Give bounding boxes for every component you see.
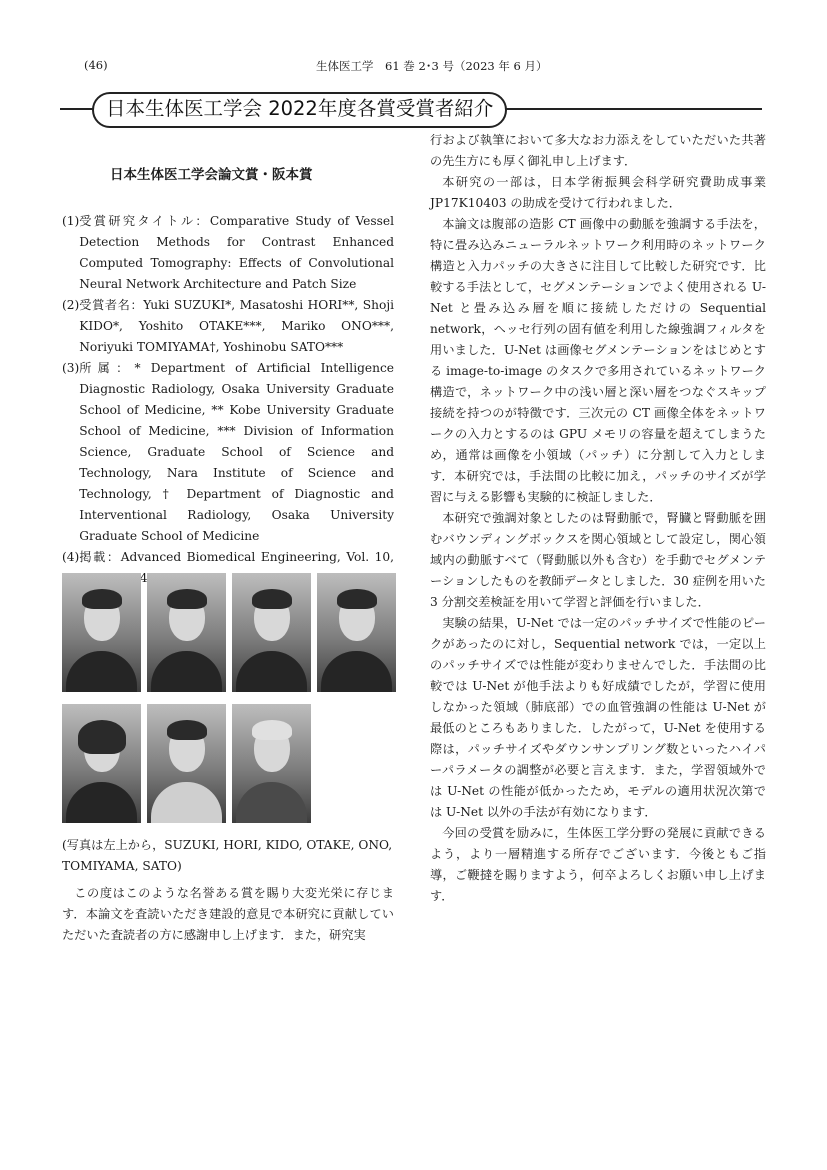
photo-otake: [317, 573, 396, 692]
body-paragraph: 本研究で強調対象としたのは腎動脈で，腎臓と腎動脈を囲むバウンディングボックスを関心領域として設定し，関心領域内の動脈すべて（腎動脈以外も含む）を手動でセグメンテーションしたものを教師データとしました．30 症例を用いた 3 分割交差検証を用いて学習と評価を行いました．: [430, 511, 766, 609]
body-paragraph: 実験の結果，U-Net では一定のパッチサイズで性能のピークがあったのに対し，Sequential network では，一定以上のパッチサイズでは性能が変わりませんでした．手法間の比較では U-Net が他手法よりも好成績でしたが，学習に使用しなかった領域（肺底部）での血管強調の性能は U-Net が最低のところもありました．したがって，U-Net を使用する際は，パッチサイズやダウンサンプリング数といったハイパーパラメータの調整が必要と言えます．また，学習領域外では U-Net の性能が低かったため，モデルの適用状況次第では U-Net 以外の手法が有効になります．: [430, 616, 766, 819]
body-paragraph: 本研究の一部は，日本学術振興会科学研究費助成事業 JP17K10403 の助成を受けて行われました．: [430, 175, 766, 210]
photo-suzuki: [62, 573, 141, 692]
left-body-text: [62, 883, 394, 946]
photo-ono: [62, 704, 141, 823]
photo-hori: [147, 573, 226, 692]
body-paragraph: 本論文は腹部の造影 CT 画像中の動脈を強調する手法を，特に畳み込みニューラルネットワーク利用時のネットワーク構造と入力パッチの大きさに注目して比較した研究です．比較する手法として，セグメンテーションでよく使用される U-Net と畳み込み層を順に接続しただけの Sequential network，ヘッセ行列の固有値を利用した線強調フィルタを用いました．U-Net は画像セグメンテーションをはじめとする image-to-image のタスクで多用されているネットワーク構造で，ネットワーク中の浅い層と深い層をつなぐスキップ接続を持つのが特徴です．三次元の CT 画像全体をネットワークの入力とするのは GPU メモリの容量を超えてしまうため，通常は画像を小領域（パッチ）に分割して入力とします．本研究では，手法間の比較に加え，パッチのサイズが学習に与える影響も実験的に検証しました．: [430, 217, 766, 504]
photo-sato: [232, 704, 311, 823]
section-banner: 日本生体医工学会 2022年度各賞受賞者紹介: [92, 92, 507, 128]
body-paragraph: この度はこのような名誉ある賞を賜り大変光栄に存じます．本論文を査読いただき建設的意見で本研究に貢献していただいた査読者の方に感謝申し上げます．また，研究実: [62, 886, 394, 942]
page-number: (46): [84, 58, 108, 72]
detail-item-publication: (4) 掲載：Advanced Biomedical Engineering, Vol. 10,: [62, 550, 394, 564]
detail-item-title: (1) 受賞研究タイトル：Comparative Study of Vessel Detection Methods for Contrast Enhanced Computed Tomography: Effects of Convolutional Neural Network Architecture and Patch Size: [62, 214, 394, 291]
recipient-photos: [62, 573, 396, 835]
body-paragraph: 今回の受賞を励みに，生体医工学分野の発展に貢献できるよう，より一層精進する所存でございます．今後ともご指導，ご鞭撻を賜りますよう，何卒よろしくお願い申し上げます．: [430, 826, 766, 903]
photo-caption: (写真は左上から，SUZUKI, HORI, KIDO, OTAKE, ONO, TOMIYAMA, SATO): [62, 838, 393, 873]
award-title: 日本生体医工学会論文賞・阪本賞: [110, 167, 313, 183]
right-body-text: [430, 130, 766, 907]
body-paragraph: 行および執筆において多大なお力添えをしていただいた共著の先生方にも厚く御礼申し上げます．: [430, 133, 766, 168]
award-details: [62, 211, 394, 589]
detail-item-affiliations: (3) 所属：* Department of Artificial Intelligence Diagnostic Radiology, Osaka University Graduate School of Medicine, ** Kobe University Graduate School of Medicine, *** Division of Information Science, Graduate School of Science and Technology, Nara Institute of Science and Technology, † Department of Diagnostic and Interventional Radiology, Osaka University Graduate School of Medicine: [62, 361, 394, 543]
photo-kido: [232, 573, 311, 692]
detail-item-recipients: (2) 受賞者名：Yuki SUZUKI*, Masatoshi HORI**, Shoji KIDO*, Yoshito OTAKE***, Mariko ONO***, Noriyuki TOMIYAMA†, Yoshinobu SATO***: [62, 298, 394, 354]
photo-tomiyama: [147, 704, 226, 823]
journal-header: 生体医工学 61 巻 2･3 号（2023 年 6 月）: [316, 59, 548, 73]
